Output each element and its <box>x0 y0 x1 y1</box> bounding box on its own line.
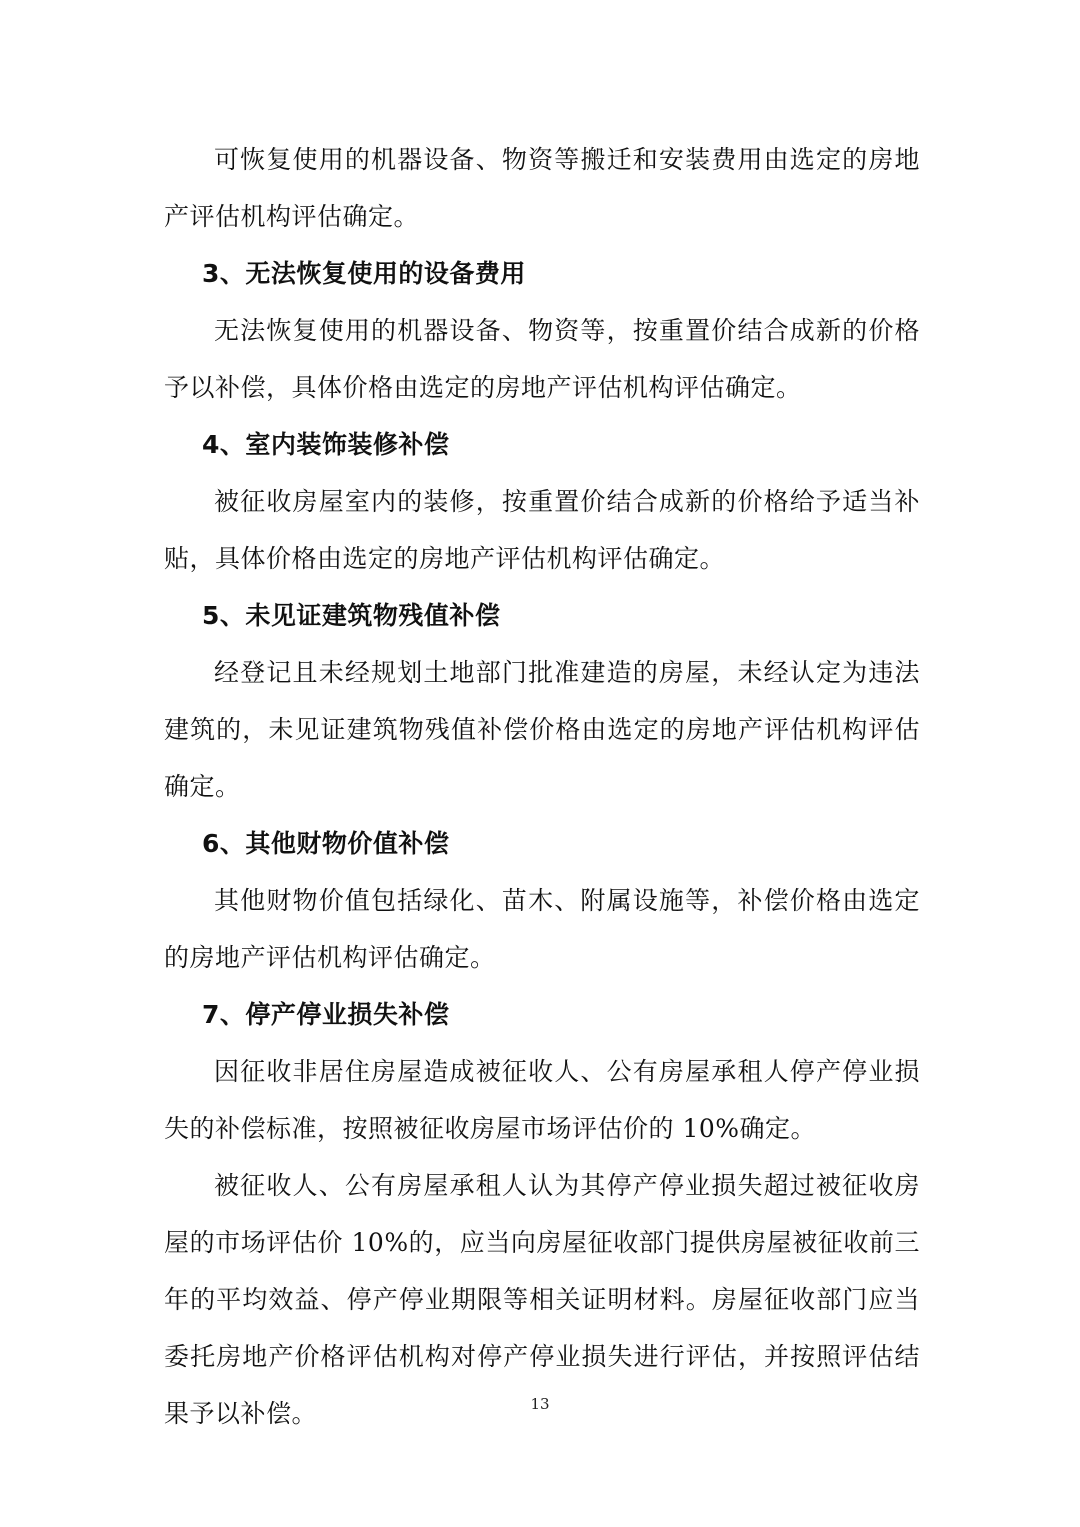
paragraph-other-property: 其他财物价值包括绿化、苗木、附属设施等，补偿价格由选定的房地产评估机构评估确定。 <box>164 886 920 972</box>
heading-business-suspension: 7、停产停业损失补偿 <box>202 1000 450 1029</box>
heading-unrecoverable-equipment: 3、无法恢复使用的设备费用 <box>202 259 526 288</box>
page-number: 13 <box>530 1395 550 1413</box>
paragraph-business-suspension-claim: 被征收人、公有房屋承租人认为其停产停业损失超过被征收房屋的市场评估价 10%的，应当向房屋征收部门提供房屋被征收前三年的平均效益、停产停业期限等相关证明材料。房屋征收部门应当委托房地产价格评估机构对停产停业损失进行评估，并按照评估结果予以补偿。 <box>164 1171 920 1428</box>
heading-building-residual-value: 5、未见证建筑物残值补偿 <box>202 601 501 630</box>
heading-interior-decoration: 4、室内装饰装修补偿 <box>202 430 450 459</box>
document-body <box>164 131 920 1442</box>
paragraph-building-residual-value: 经登记且未经规划土地部门批准建造的房屋，未经认定为违法建筑的，未见证建筑物残值补偿价格由选定的房地产评估机构评估确定。 <box>164 658 920 801</box>
paragraph-relocation-costs: 可恢复使用的机器设备、物资等搬迁和安装费用由选定的房地产评估机构评估确定。 <box>164 145 920 231</box>
heading-other-property: 6、其他财物价值补偿 <box>202 829 450 858</box>
paragraph-interior-decoration: 被征收房屋室内的装修，按重置价结合成新的价格给予适当补贴，具体价格由选定的房地产评估机构评估确定。 <box>164 487 920 573</box>
paragraph-business-suspension-standard: 因征收非居住房屋造成被征收人、公有房屋承租人停产停业损失的补偿标准，按照被征收房屋市场评估价的 10%确定。 <box>164 1057 920 1143</box>
paragraph-unrecoverable-equipment: 无法恢复使用的机器设备、物资等，按重置价结合成新的价格予以补偿，具体价格由选定的房地产评估机构评估确定。 <box>164 316 920 402</box>
